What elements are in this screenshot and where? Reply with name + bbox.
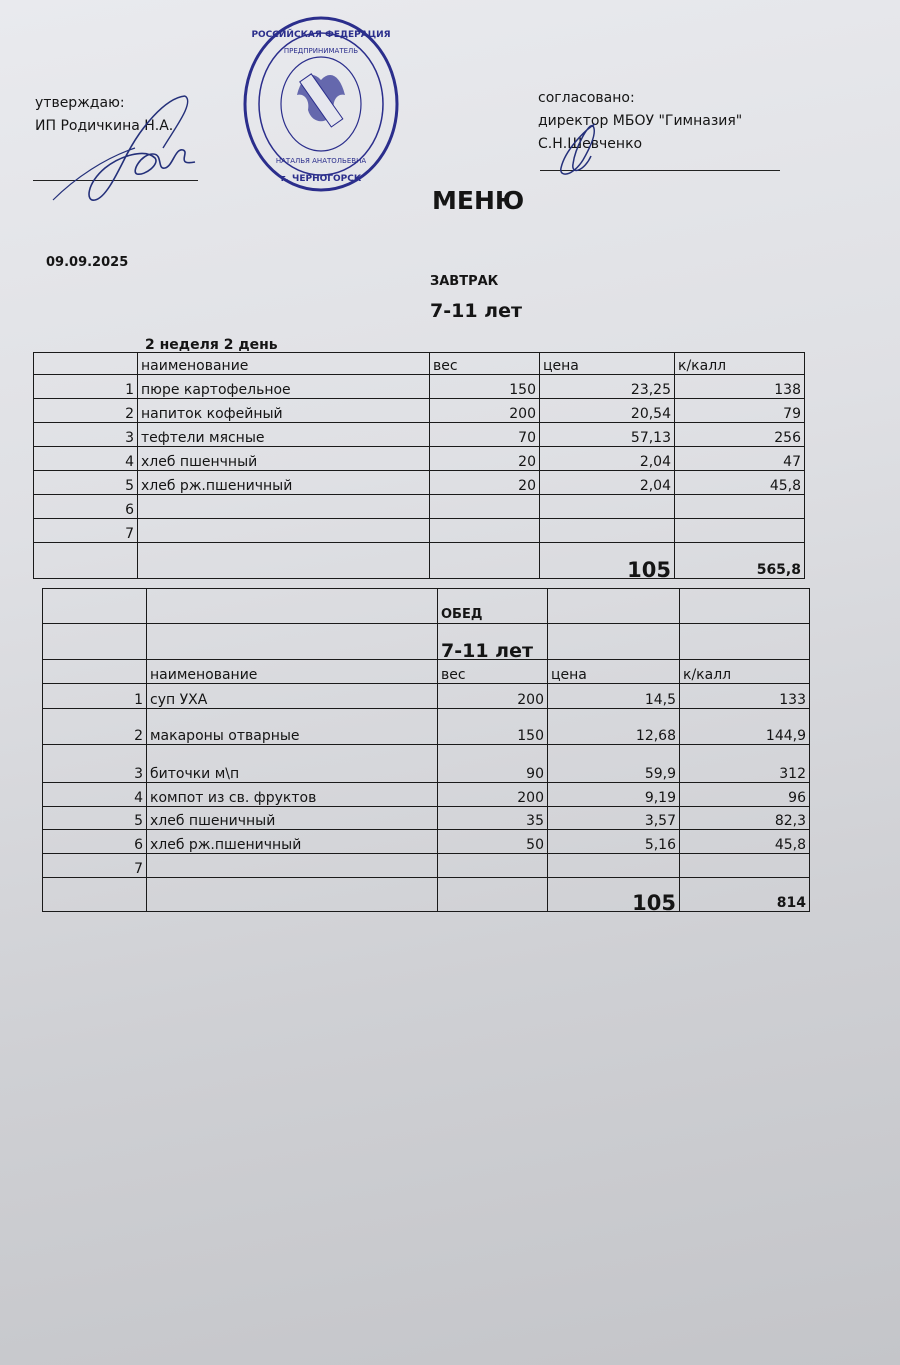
row-name: хлеб рж.пшеничный [138, 471, 430, 495]
row-kcal: 79 [675, 399, 805, 423]
row-weight: 200 [438, 783, 548, 807]
total-price: 105 [548, 878, 680, 912]
row-price: 2,04 [540, 447, 675, 471]
row-name: компот из св. фруктов [147, 783, 438, 807]
header-weight: вес [430, 353, 540, 375]
table-row [34, 423, 805, 447]
empty-cell [43, 624, 147, 660]
row-price [540, 495, 675, 519]
agreement-position: директор МБОУ "Гимназия" [538, 113, 743, 129]
row-weight [438, 854, 548, 878]
row-kcal: 45,8 [675, 471, 805, 495]
row-kcal: 312 [680, 745, 810, 783]
row-name [147, 854, 438, 878]
menu-date: 09.09.2025 [46, 255, 129, 270]
row-weight: 35 [438, 807, 548, 830]
svg-text:РОССИЙСКАЯ ФЕДЕРАЦИЯ: РОССИЙСКАЯ ФЕДЕРАЦИЯ [251, 30, 391, 40]
row-weight [430, 495, 540, 519]
row-kcal [680, 854, 810, 878]
row-name: хлеб пшенчный [138, 447, 430, 471]
row-weight: 50 [438, 830, 548, 854]
row-price: 12,68 [548, 709, 680, 745]
row-name: хлеб рж.пшеничный [147, 830, 438, 854]
row-kcal: 47 [675, 447, 805, 471]
header-kcal: к/калл [680, 660, 810, 684]
row-weight: 200 [438, 684, 548, 709]
empty-cell [430, 543, 540, 579]
row-price [548, 854, 680, 878]
row-kcal: 256 [675, 423, 805, 447]
empty-cell [548, 624, 680, 660]
header-weight: вес [438, 660, 548, 684]
table-row [43, 684, 810, 709]
empty-cell [680, 589, 810, 624]
row-kcal: 82,3 [680, 807, 810, 830]
total-row [34, 543, 805, 579]
total-kcal: 565,8 [675, 543, 805, 579]
row-number: 3 [43, 745, 147, 783]
agreement-label: согласовано: [538, 90, 635, 106]
lunch-table [42, 588, 810, 912]
row-price: 59,9 [548, 745, 680, 783]
table-row [34, 471, 805, 495]
row-weight: 150 [430, 375, 540, 399]
total-row [43, 878, 810, 912]
signature-left [45, 88, 205, 208]
row-number: 1 [43, 684, 147, 709]
header-price: цена [540, 353, 675, 375]
row-name: хлеб пшеничный [147, 807, 438, 830]
approval-name: ИП Родичкина Н.А. [35, 118, 174, 134]
table-row [43, 745, 810, 783]
header-number [43, 660, 147, 684]
row-number: 4 [43, 783, 147, 807]
table-row [43, 854, 810, 878]
table-row [34, 399, 805, 423]
row-name: биточки м\п [147, 745, 438, 783]
table-row [34, 447, 805, 471]
row-kcal [675, 519, 805, 543]
row-number: 6 [34, 495, 138, 519]
lunch-title: ОБЕД [438, 589, 548, 624]
row-kcal: 144,9 [680, 709, 810, 745]
row-weight: 90 [438, 745, 548, 783]
table-row [43, 807, 810, 830]
row-kcal [675, 495, 805, 519]
breakfast-title: ЗАВТРАК [430, 274, 499, 289]
page-title: МЕНЮ [432, 186, 525, 215]
row-kcal: 45,8 [680, 830, 810, 854]
svg-text:НАТАЛЬЯ АНАТОЛЬЕВНА: НАТАЛЬЯ АНАТОЛЬЕВНА [275, 157, 367, 165]
row-kcal: 96 [680, 783, 810, 807]
row-price: 5,16 [548, 830, 680, 854]
row-kcal: 133 [680, 684, 810, 709]
lunch-title-row [43, 589, 810, 624]
row-weight [430, 519, 540, 543]
row-number: 3 [34, 423, 138, 447]
row-weight: 20 [430, 471, 540, 495]
row-number: 7 [43, 854, 147, 878]
total-price: 105 [540, 543, 675, 579]
empty-cell [548, 589, 680, 624]
empty-cell [138, 543, 430, 579]
table-row [34, 375, 805, 399]
empty-cell [147, 624, 438, 660]
stamp [242, 15, 400, 193]
empty-cell [43, 878, 147, 912]
row-number: 4 [34, 447, 138, 471]
empty-cell [34, 543, 138, 579]
svg-text:г. ЧЕРНОГОРСК: г. ЧЕРНОГОРСК [280, 174, 362, 184]
table-row [43, 709, 810, 745]
row-price: 23,25 [540, 375, 675, 399]
row-price [540, 519, 675, 543]
header-number [34, 353, 138, 375]
table-header-row [43, 660, 810, 684]
row-number: 5 [34, 471, 138, 495]
row-weight: 20 [430, 447, 540, 471]
row-name: макароны отварные [147, 709, 438, 745]
header-price: цена [548, 660, 680, 684]
row-name: тефтели мясные [138, 423, 430, 447]
empty-cell [147, 878, 438, 912]
table-row [34, 519, 805, 543]
week-day: 2 неделя 2 день [145, 337, 278, 353]
signature-right [555, 120, 605, 180]
row-number: 7 [34, 519, 138, 543]
table-row [43, 783, 810, 807]
table-row [34, 495, 805, 519]
row-name: суп УХА [147, 684, 438, 709]
header-name: наименование [147, 660, 438, 684]
row-number: 2 [34, 399, 138, 423]
row-price: 3,57 [548, 807, 680, 830]
row-price: 9,19 [548, 783, 680, 807]
total-kcal: 814 [680, 878, 810, 912]
row-name [138, 495, 430, 519]
table-row [43, 830, 810, 854]
row-price: 20,54 [540, 399, 675, 423]
row-number: 5 [43, 807, 147, 830]
row-name [138, 519, 430, 543]
row-price: 57,13 [540, 423, 675, 447]
empty-cell [680, 624, 810, 660]
row-number: 1 [34, 375, 138, 399]
breakfast-age: 7-11 лет [430, 300, 522, 322]
row-number: 2 [43, 709, 147, 745]
row-name: пюре картофельное [138, 375, 430, 399]
row-price: 14,5 [548, 684, 680, 709]
agreement-name: С.Н.Шевченко [538, 136, 643, 152]
table-header-row [34, 353, 805, 375]
empty-cell [438, 878, 548, 912]
row-kcal: 138 [675, 375, 805, 399]
breakfast-table [33, 352, 805, 579]
lunch-age-row [43, 624, 810, 660]
svg-text:ПРЕДПРИНИМАТЕЛЬ: ПРЕДПРИНИМАТЕЛЬ [283, 47, 359, 55]
row-weight: 150 [438, 709, 548, 745]
header-kcal: к/калл [675, 353, 805, 375]
row-number: 6 [43, 830, 147, 854]
row-name: напиток кофейный [138, 399, 430, 423]
approval-label: утверждаю: [35, 95, 125, 111]
row-weight: 200 [430, 399, 540, 423]
empty-cell [43, 589, 147, 624]
header-name: наименование [138, 353, 430, 375]
row-price: 2,04 [540, 471, 675, 495]
row-weight: 70 [430, 423, 540, 447]
empty-cell [147, 589, 438, 624]
lunch-age: 7-11 лет [438, 624, 548, 660]
